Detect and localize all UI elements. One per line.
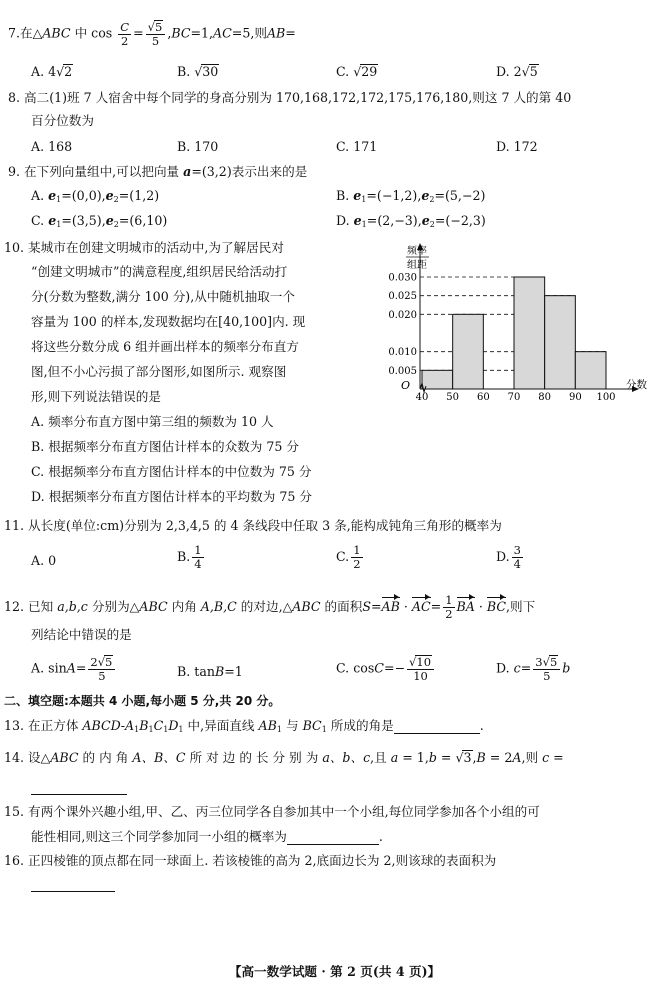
q7-stem: 7.在△ABC 中 cos $\frac{C}{2}$ = $\frac{√5}{5}$ ,BC=1,AC=5,则AB= <box>8 19 296 48</box>
y-tick-label-1: 0.010 <box>388 347 417 359</box>
x-tick-label-4: 80 <box>538 392 552 400</box>
q7-option-d: D. 2√5 <box>496 64 538 79</box>
q8-stem-line1: 8. 高二(1)班 7 人宿舍中每个同学的身高分别为 170,168,172,172,175,176,180,则这 7 人的第 40 <box>8 90 572 105</box>
x-axis-label: 分数 <box>626 379 647 391</box>
q10-stem-line5: 将这些分数分成 6 组并画出样本的频率分布直方 <box>31 339 299 354</box>
histogram-bar-80-90 <box>545 296 576 389</box>
q12-option-c: C. cosC=− $\frac{√10}{10}$ <box>336 655 436 683</box>
x-tick-label-5: 90 <box>568 392 582 400</box>
q11-option-b: B. $\frac{1}{4}$ <box>177 543 202 571</box>
q12-stem-line2: 列结论中错误的是 <box>31 627 132 642</box>
q10-stem-line4: 容量为 100 的样本,发现数据均在[40,100]内. 现 <box>31 314 306 329</box>
q8-option-c: C. 171 <box>336 139 378 154</box>
y-tick-label-3: 0.025 <box>388 291 417 303</box>
y-tick-labels <box>388 273 417 377</box>
q13-answer-blank[interactable] <box>394 733 480 734</box>
q8-option-a: A. 168 <box>31 139 73 154</box>
q11-option-c: C. $\frac{1}{2}$ <box>336 543 361 571</box>
histogram-bars <box>422 277 606 389</box>
q10-stem-line1: 10. 某城市在创建文明城市的活动中,为了解居民对 <box>4 240 284 255</box>
histogram-bar-90-100 <box>575 352 606 389</box>
q10-stem-line6: 图,但不小心污损了部分图形,如图所示. 观察图 <box>31 364 287 379</box>
q12-option-b: B. tanB=1 <box>177 664 243 679</box>
q10-option-a: A. 频率分布直方图中第三组的频数为 10 人 <box>31 414 274 429</box>
q9-option-d: D. $e_1=(2,-3),e_2=(-2,3)$ <box>336 213 486 229</box>
histogram-bar-40-50 <box>422 370 453 389</box>
y-tick-label-2: 0.020 <box>388 309 417 321</box>
q12-stem-line1: 12. 已知 a,b,c 分别为△ABC 内角 A,B,C 的对边,△ABC 的面积S=AB · AC= $\frac{1}{2}$ BA · BC,则下 <box>4 593 536 621</box>
q8-option-d: D. 172 <box>496 139 538 154</box>
x-tick-label-3: 70 <box>507 392 521 400</box>
origin-label: O <box>401 379 411 392</box>
q11-stem: 11. 从长度(单位:cm)分别为 2,3,4,5 的 4 条线段中任取 3 条,能构成钝角三角形的概率为 <box>4 518 502 533</box>
q10-stem-line3: 分(分数为整数,满分 100 分),从中随机抽取一个 <box>31 289 295 304</box>
q16-answer-blank[interactable] <box>31 877 115 892</box>
x-tick-label-1: 50 <box>446 392 460 400</box>
q15-stem-line2: 能性相同,则这三个同学参加同一小组的概率为 . <box>31 829 383 844</box>
y-tick-label-4: 0.030 <box>388 272 417 284</box>
q12-option-d: D. c= $\frac{3√5}{5}$ b <box>496 655 571 683</box>
q16-stem-line1: 16. 正四棱锥的顶点都在同一球面上. 若该棱锥的高为 2,底面边长为 2,则该球的表面积为 <box>4 853 497 868</box>
q9-option-b: B. $e_1=(-1,2),e_2=(5,-2)$ <box>336 188 486 204</box>
q10-stem-line2: “创建文明城市”的满意程度,组织居民给活动打 <box>31 264 288 279</box>
q8-stem-line2: 百分位数为 <box>31 113 94 128</box>
x-tick-label-6: 100 <box>596 392 616 400</box>
y-label-bottom: 组距 <box>407 260 427 271</box>
q13-stem: 13. 在正方体 ABCD-$A_1B_1C_1D_1$ 中,异面直线 $AB_1$ 与 $BC_1$ 所成的角是 . <box>4 718 484 734</box>
q7-option-b: B. √30 <box>177 64 219 79</box>
y-label-top: 频率 <box>407 246 427 257</box>
q12-option-a: A. sinA= $\frac{2√5}{5}$ <box>31 655 117 683</box>
x-tick-label-2: 60 <box>476 392 490 400</box>
frequency-histogram <box>388 240 656 400</box>
q15-answer-blank[interactable] <box>287 844 379 845</box>
q10-option-d: D. 根据频率分布直方图估计样本的平均数为 75 分 <box>31 489 312 504</box>
q7-option-a: A. 4√2 <box>31 64 73 79</box>
section-2-heading: 二、填空题:本题共 4 小题,每小题 5 分,共 20 分。 <box>4 694 281 708</box>
histogram-bar-70-80 <box>514 277 545 389</box>
q7-fraction-root5: $\frac{√5}{5}$ <box>146 20 166 48</box>
x-tick-label-0: 40 <box>415 392 429 400</box>
x-tick-labels <box>416 392 616 400</box>
y-tick-label-0: 0.005 <box>388 365 417 377</box>
q10-option-c: C. 根据频率分布直方图估计样本的中位数为 75 分 <box>31 464 312 479</box>
q15-stem-line1: 15. 有两个课外兴趣小组,甲、乙、丙三位同学各自参加其中一个小组,每位同学参加各个小组的可 <box>4 804 540 819</box>
page-footer: 【高一数学试题 · 第 2 页(共 4 页)】 <box>228 964 441 979</box>
histogram-bar-50-60 <box>453 314 484 389</box>
q7-fraction-c-half: $\frac{C}{2}$ <box>120 19 130 48</box>
q9-option-c: C. $e_1=(3,5),e_2=(6,10)$ <box>31 213 168 229</box>
q10-stem-line7: 形,则下列说法错误的是 <box>31 389 161 404</box>
q14-stem: 14. 设△ABC 的 内 角 A、B、C 所 对 边 的 长 分 别 为 a、b、c,且 a = 1,b = √3,B = 2A,则 c = <box>4 750 564 765</box>
q11-option-d: D. $\frac{3}{4}$ <box>496 543 521 571</box>
q11-option-a: A. 0 <box>31 553 57 568</box>
q8-option-b: B. 170 <box>177 139 219 154</box>
q9-stem: 9. 在下列向量组中,可以把向量 a=(3,2)表示出来的是 <box>8 164 308 179</box>
q10-option-b: B. 根据频率分布直方图估计样本的众数为 75 分 <box>31 439 299 454</box>
q7-option-c: C. √29 <box>336 64 378 79</box>
q14-answer-blank[interactable] <box>31 780 127 795</box>
q9-option-a: A. $e_1=(0,0),e_2=(1,2)$ <box>31 188 160 204</box>
